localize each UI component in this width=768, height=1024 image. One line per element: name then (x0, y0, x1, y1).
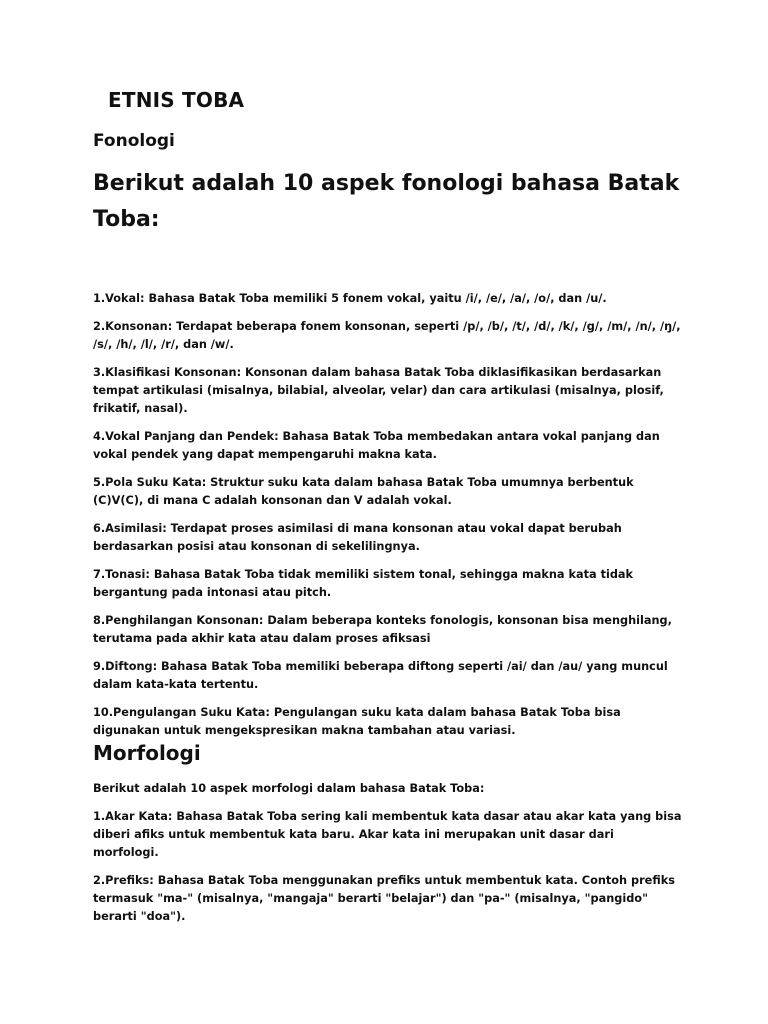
list-item: 7.Tonasi: Bahasa Batak Toba tidak memiliki sistem tonal, sehingga makna kata tidak bergantung pada intonasi atau pitch. (93, 568, 634, 599)
list-item: 5.Pola Suku Kata: Struktur suku kata dalam bahasa Batak Toba umumnya berbentuk (C)V(C), di mana C adalah konsonan dan V adalah vokal. (93, 476, 634, 507)
section-heading-morfologi: Morfologi (93, 741, 201, 765)
list-item: 1.Akar Kata: Bahasa Batak Toba sering kali membentuk kata dasar atau akar kata yang bisa diberi afiks untuk membentuk kata baru. Akar kata ini merupakan unit dasar dari morfologi. (93, 810, 682, 859)
list-item: 2.Konsonan: Terdapat beberapa fonem konsonan, seperti /p/, /b/, /t/, /d/, /k/, /g/, /m/, /n/, /ŋ/, /s/, /h/, /l/, /r/, dan /w/. (93, 320, 681, 351)
morfologi-list (93, 780, 683, 936)
fonologi-list (93, 290, 683, 750)
section-heading-fonologi: Fonologi (93, 131, 175, 151)
list-item: 2.Prefiks: Bahasa Batak Toba menggunakan prefiks untuk membentuk kata. Contoh prefiks termasuk "ma-" (misalnya, "mangaja" berarti "belajar") dan "pa-" (misalnya, "pangido" berarti "doa"). (93, 874, 675, 923)
list-item: 4.Vokal Panjang dan Pendek: Bahasa Batak Toba membedakan antara vokal panjang dan vokal pendek yang dapat mempengaruhi makna kata. (93, 430, 660, 461)
list-item: Berikut adalah 10 aspek morfologi dalam bahasa Batak Toba: (93, 782, 485, 795)
list-item: 6.Asimilasi: Terdapat proses asimilasi di mana konsonan atau vokal dapat berubah berdasarkan posisi atau konsonan di sekelilingnya. (93, 522, 622, 553)
list-item: 3.Klasifikasi Konsonan: Konsonan dalam bahasa Batak Toba diklasifikasikan berdasarkan tempat artikulasi (misalnya, bilabial, alveolar, velar) dan cara artikulasi (misalnya, plosif, frikatif, nasal). (93, 366, 664, 415)
list-item: 9.Diftong: Bahasa Batak Toba memiliki beberapa diftong seperti /ai/ dan /au/ yang muncul dalam kata-kata tertentu. (93, 660, 668, 691)
document-title: ETNIS TOBA (108, 88, 245, 112)
list-item: 1.Vokal: Bahasa Batak Toba memiliki 5 fonem vokal, yaitu /i/, /e/, /a/, /o/, dan /u/. (93, 292, 607, 305)
fonologi-intro-heading: Berikut adalah 10 aspek fonologi bahasa Batak Toba: (93, 171, 680, 232)
list-item: 10.Pengulangan Suku Kata: Pengulangan suku kata dalam bahasa Batak Toba bisa digunakan untuk mengekspresikan makna tambahan atau variasi. (93, 706, 621, 737)
list-item: 8.Penghilangan Konsonan: Dalam beberapa konteks fonologis, konsonan bisa menghilang, terutama pada akhir kata atau dalam proses afiksasi (93, 614, 672, 645)
